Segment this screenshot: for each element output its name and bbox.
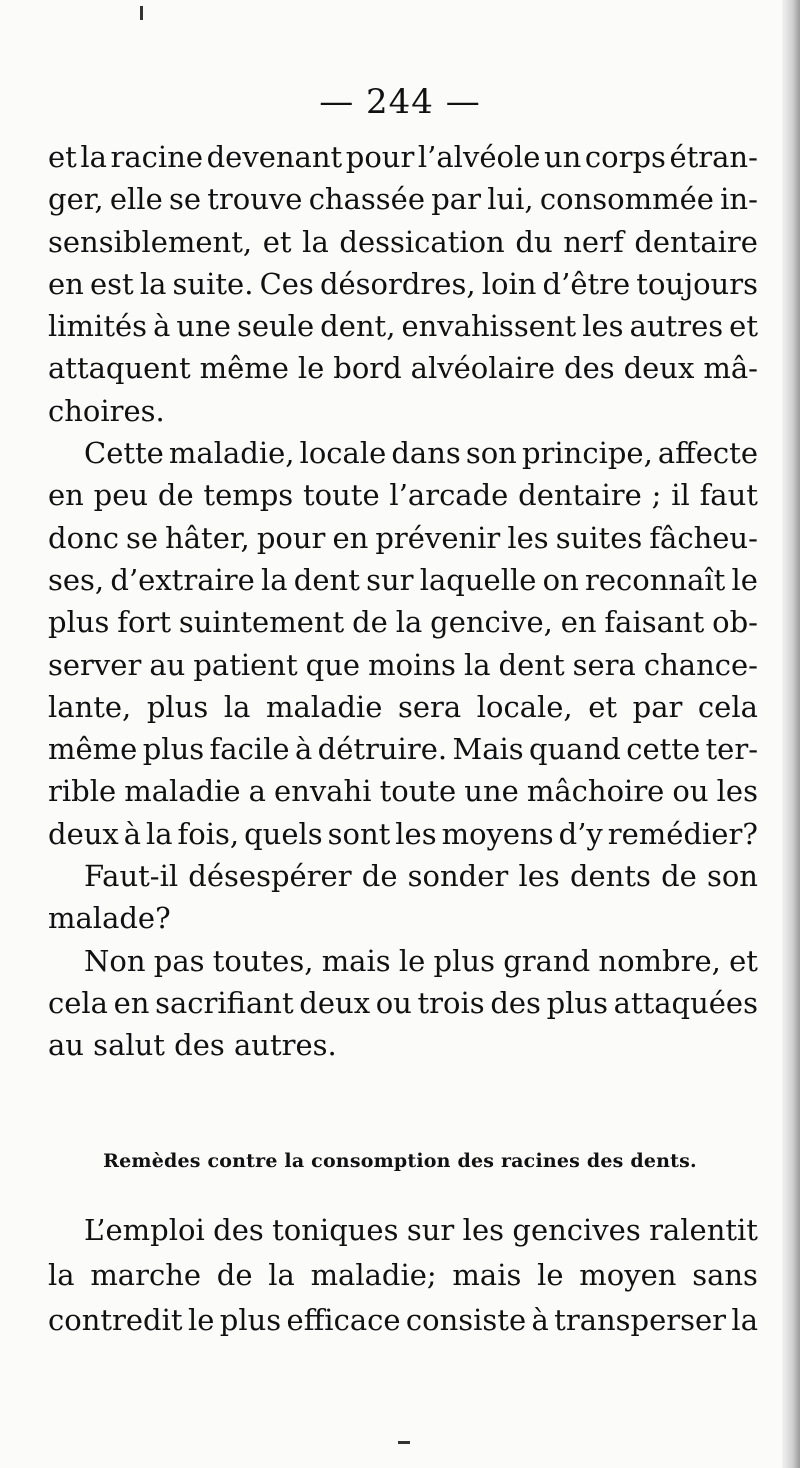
line-text bbox=[48, 601, 758, 643]
word: consommée bbox=[539, 182, 714, 217]
word: des bbox=[564, 351, 615, 386]
word: la bbox=[268, 1258, 295, 1292]
word: détruire. bbox=[317, 732, 448, 767]
word: toute bbox=[303, 478, 380, 513]
text-line bbox=[48, 305, 758, 347]
word: consiste bbox=[405, 1303, 527, 1337]
word: ger, bbox=[48, 182, 104, 217]
word: la bbox=[463, 647, 491, 682]
word: L’emploi bbox=[84, 1213, 205, 1247]
word: à bbox=[153, 309, 171, 344]
word: au bbox=[149, 647, 186, 682]
word: du bbox=[515, 224, 553, 259]
word: plus bbox=[142, 732, 205, 767]
word: toujours bbox=[636, 266, 758, 301]
word: de bbox=[361, 859, 398, 894]
word: un bbox=[543, 140, 582, 174]
word: prévenir bbox=[375, 520, 501, 555]
word: ; bbox=[651, 478, 662, 513]
word: faisant bbox=[604, 605, 705, 640]
word: peu bbox=[93, 478, 149, 513]
paragraph bbox=[48, 855, 758, 940]
word: bord bbox=[333, 351, 402, 386]
word: toniques bbox=[272, 1213, 399, 1247]
word: suite. bbox=[172, 266, 254, 301]
text-line bbox=[48, 1208, 758, 1253]
word: dans bbox=[391, 436, 461, 471]
word: la bbox=[223, 689, 251, 724]
word: plus bbox=[48, 605, 110, 640]
line-text bbox=[84, 432, 758, 474]
word: locale, bbox=[476, 689, 573, 724]
word: fort bbox=[117, 605, 171, 640]
word: Mais bbox=[452, 732, 524, 767]
print-speck bbox=[398, 1441, 410, 1444]
line-text bbox=[48, 770, 758, 812]
line-text bbox=[48, 686, 758, 728]
line-text: choires. bbox=[48, 393, 165, 428]
word: elle bbox=[109, 182, 163, 217]
word: Faut-il bbox=[84, 859, 179, 894]
word: suites bbox=[555, 520, 643, 555]
word: maladie bbox=[124, 774, 241, 809]
word: gencive, bbox=[430, 605, 553, 640]
word: toute bbox=[379, 774, 457, 809]
word: on bbox=[542, 562, 579, 597]
word: plus bbox=[433, 943, 495, 978]
word: toutes, bbox=[212, 943, 314, 978]
word: pour bbox=[345, 140, 415, 174]
word: principe, bbox=[521, 436, 653, 471]
word: la bbox=[146, 816, 173, 851]
word: remédier? bbox=[607, 816, 758, 851]
word: maladie; bbox=[310, 1258, 437, 1292]
word: nombre, bbox=[598, 943, 721, 978]
text-line bbox=[48, 1024, 758, 1066]
text-line bbox=[48, 390, 758, 432]
text-line bbox=[48, 982, 758, 1024]
word: la bbox=[48, 1258, 75, 1292]
word: la bbox=[139, 266, 167, 301]
word: et bbox=[48, 140, 77, 174]
word: il bbox=[671, 478, 690, 513]
word: envahi bbox=[274, 774, 372, 809]
word: suintement bbox=[178, 605, 345, 640]
word: deux bbox=[48, 816, 119, 851]
line-text bbox=[48, 305, 758, 347]
word: même bbox=[199, 351, 289, 386]
word: moyen bbox=[579, 1258, 677, 1292]
word: affecte bbox=[657, 436, 758, 471]
word: transperser bbox=[554, 1303, 727, 1337]
word: sonder bbox=[407, 859, 509, 894]
word: sont bbox=[327, 816, 391, 851]
word: la bbox=[395, 605, 423, 640]
word: les bbox=[716, 774, 758, 809]
word: seule bbox=[236, 309, 315, 344]
text-line bbox=[48, 644, 758, 686]
word: attaquent bbox=[48, 351, 191, 386]
line-text bbox=[48, 1253, 758, 1298]
word: les bbox=[518, 859, 560, 894]
word: en bbox=[48, 266, 84, 301]
word: une bbox=[464, 774, 519, 809]
line-text bbox=[48, 728, 758, 770]
word: attaquées bbox=[613, 985, 758, 1020]
text-line bbox=[48, 517, 758, 559]
word: l’arcade bbox=[389, 478, 509, 513]
line-text bbox=[48, 221, 758, 263]
word: loin bbox=[481, 266, 537, 301]
word: lui, bbox=[487, 182, 534, 217]
word: reconnaît bbox=[585, 562, 726, 597]
word: l’alvéole bbox=[417, 140, 541, 174]
line-text bbox=[48, 1298, 758, 1343]
line-text bbox=[84, 940, 758, 982]
text-line bbox=[48, 770, 758, 812]
word: maladie bbox=[266, 689, 383, 724]
print-speck bbox=[140, 6, 143, 20]
word: locale bbox=[299, 436, 387, 471]
word: faut bbox=[699, 478, 758, 513]
word: alvéolaire bbox=[410, 351, 556, 386]
word: Cette bbox=[84, 436, 164, 471]
word: fois, bbox=[177, 816, 240, 851]
word: dessication bbox=[339, 224, 505, 259]
word: pour bbox=[256, 520, 326, 555]
word: envahissent bbox=[401, 309, 577, 344]
word: en bbox=[332, 520, 369, 555]
word: dent, bbox=[320, 309, 396, 344]
word: dent bbox=[498, 647, 565, 682]
word: donc bbox=[48, 520, 119, 555]
word: de bbox=[157, 478, 194, 513]
line-text bbox=[48, 136, 758, 178]
word: le bbox=[731, 562, 758, 597]
word: a bbox=[248, 774, 266, 809]
word: les bbox=[462, 1213, 504, 1247]
word: sensiblement, bbox=[48, 224, 253, 259]
word: chance- bbox=[643, 647, 758, 682]
word: autres bbox=[629, 309, 724, 344]
word: de bbox=[352, 605, 388, 640]
word: son bbox=[706, 859, 758, 894]
word: laquelle bbox=[419, 562, 537, 597]
word: plus bbox=[219, 1303, 282, 1337]
word: la bbox=[731, 1303, 758, 1337]
text-line bbox=[48, 855, 758, 897]
word: des bbox=[490, 985, 541, 1020]
text-line bbox=[48, 940, 758, 982]
word: gencives bbox=[512, 1213, 641, 1247]
text-line bbox=[48, 347, 758, 389]
word: à bbox=[531, 1303, 549, 1337]
word: de bbox=[661, 859, 697, 894]
page-edge-shadow bbox=[782, 0, 800, 1468]
word: d’y bbox=[558, 816, 603, 851]
line-text bbox=[48, 982, 758, 1024]
text-line bbox=[48, 263, 758, 305]
word: le bbox=[297, 351, 325, 386]
word: sans bbox=[692, 1258, 758, 1292]
word: en bbox=[48, 478, 84, 513]
word: quand bbox=[529, 732, 621, 767]
word: trois bbox=[417, 985, 485, 1020]
text-line bbox=[48, 136, 758, 178]
word: lante, bbox=[48, 689, 132, 724]
word: le bbox=[537, 1258, 564, 1292]
word: devenant bbox=[206, 140, 343, 174]
text-line bbox=[48, 728, 758, 770]
line-text bbox=[48, 474, 758, 516]
word: des bbox=[213, 1213, 264, 1247]
word: d’extraire bbox=[110, 562, 255, 597]
word: plus bbox=[146, 689, 209, 724]
word: que bbox=[305, 647, 361, 682]
word: par bbox=[632, 689, 683, 724]
word: ou bbox=[375, 985, 412, 1020]
word: la bbox=[80, 140, 107, 174]
word: cette bbox=[626, 732, 701, 767]
line-text bbox=[48, 178, 758, 220]
word: ter- bbox=[705, 732, 758, 767]
word: désespérer bbox=[188, 859, 352, 894]
word: ses, bbox=[48, 562, 105, 597]
word: pas bbox=[153, 943, 205, 978]
closing-paragraph bbox=[48, 1208, 758, 1343]
word: même bbox=[48, 732, 138, 767]
word: trouve bbox=[207, 182, 303, 217]
word: facile bbox=[209, 732, 290, 767]
word: les bbox=[507, 520, 549, 555]
word: et bbox=[729, 309, 758, 344]
word: cela bbox=[697, 689, 758, 724]
word: et bbox=[262, 224, 292, 259]
word: deux bbox=[623, 351, 695, 386]
word: corps bbox=[584, 140, 666, 174]
word: moyens bbox=[441, 816, 554, 851]
line-text bbox=[48, 263, 758, 305]
word: limités bbox=[48, 309, 148, 344]
line-text bbox=[48, 347, 758, 389]
word: et bbox=[588, 689, 618, 724]
word: marche bbox=[90, 1258, 202, 1292]
word: server bbox=[48, 647, 142, 682]
text-line bbox=[48, 686, 758, 728]
word: ou bbox=[672, 774, 709, 809]
word: en bbox=[560, 605, 597, 640]
word: sur bbox=[366, 562, 414, 597]
word: hâter, bbox=[165, 520, 250, 555]
word: se bbox=[126, 520, 159, 555]
word: dent bbox=[293, 562, 360, 597]
word: le bbox=[398, 943, 426, 978]
word: sera bbox=[397, 689, 462, 724]
text-line bbox=[48, 601, 758, 643]
word: le bbox=[187, 1303, 215, 1337]
word: maladie, bbox=[168, 436, 295, 471]
word: patient bbox=[193, 647, 298, 682]
word: mâ- bbox=[703, 351, 758, 386]
word: efficace bbox=[286, 1303, 401, 1337]
paragraph bbox=[48, 940, 758, 1067]
word: se bbox=[168, 182, 202, 217]
word: mâchoire bbox=[526, 774, 665, 809]
word: grand bbox=[503, 943, 591, 978]
word: à bbox=[294, 732, 313, 767]
word: la bbox=[302, 224, 329, 259]
word: son bbox=[465, 436, 517, 471]
word: moins bbox=[368, 647, 456, 682]
line-text bbox=[48, 644, 758, 686]
word: Ces bbox=[259, 266, 314, 301]
text-line bbox=[48, 178, 758, 220]
line-text bbox=[48, 559, 758, 601]
word: contredit bbox=[48, 1303, 183, 1337]
word: nerf bbox=[563, 224, 624, 259]
word: sur bbox=[406, 1213, 455, 1247]
line-text bbox=[84, 855, 758, 897]
word: dentaire bbox=[634, 224, 758, 259]
word: cela bbox=[48, 985, 108, 1020]
word: in- bbox=[720, 182, 758, 217]
word: en bbox=[113, 985, 150, 1020]
text-line bbox=[48, 559, 758, 601]
page-number: — 244 — bbox=[319, 82, 481, 122]
text-line bbox=[48, 432, 758, 474]
word: quels bbox=[244, 816, 323, 851]
text-line bbox=[48, 1253, 758, 1298]
word: d’être bbox=[542, 266, 631, 301]
word: temps bbox=[203, 478, 294, 513]
word: deux bbox=[299, 985, 371, 1020]
word: chassée bbox=[308, 182, 425, 217]
word: mais bbox=[321, 943, 391, 978]
word: dents bbox=[569, 859, 651, 894]
word: ralentit bbox=[649, 1213, 758, 1247]
text-line bbox=[48, 221, 758, 263]
section-heading: Remèdes contre la consomption des racines des dents. bbox=[103, 1150, 697, 1172]
word: et bbox=[729, 943, 758, 978]
text-line bbox=[48, 813, 758, 855]
body-text bbox=[48, 136, 758, 1067]
word: sacrifiant bbox=[155, 985, 294, 1020]
word: désordres, bbox=[319, 266, 476, 301]
text-line bbox=[48, 897, 758, 939]
word: rible bbox=[48, 774, 117, 809]
text-line bbox=[48, 1298, 758, 1343]
word: les bbox=[582, 309, 624, 344]
word: une bbox=[176, 309, 231, 344]
word: à bbox=[123, 816, 142, 851]
word: la bbox=[261, 562, 288, 597]
line-text bbox=[48, 517, 758, 559]
paragraph bbox=[48, 136, 758, 432]
word: dentaire bbox=[518, 478, 642, 513]
line-text: malade? bbox=[48, 901, 171, 936]
word: de bbox=[216, 1258, 253, 1292]
text-line bbox=[48, 474, 758, 516]
word: racine bbox=[110, 140, 204, 174]
word: fâcheu- bbox=[649, 520, 758, 555]
word: plus bbox=[546, 985, 608, 1020]
word: ob- bbox=[712, 605, 758, 640]
word: mais bbox=[452, 1258, 522, 1292]
word: par bbox=[431, 182, 481, 217]
word: sera bbox=[572, 647, 636, 682]
line-text: au salut des autres. bbox=[48, 1028, 337, 1063]
word: les bbox=[395, 816, 437, 851]
line-text bbox=[84, 1208, 758, 1253]
word: est bbox=[89, 266, 134, 301]
paragraph bbox=[48, 432, 758, 855]
line-text bbox=[48, 813, 758, 855]
word: étran- bbox=[669, 140, 758, 174]
word: Non bbox=[84, 943, 146, 978]
